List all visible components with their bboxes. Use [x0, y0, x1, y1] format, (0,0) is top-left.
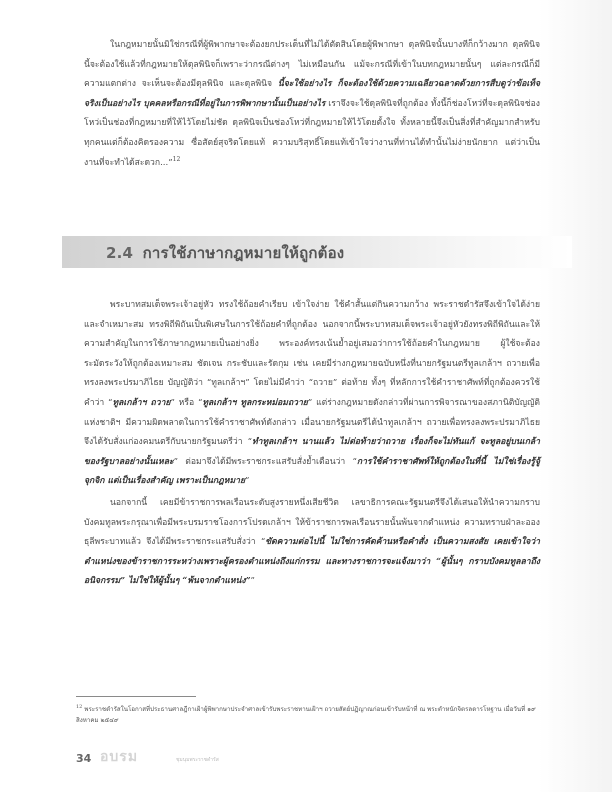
paragraph-2-text-b: ” หรือ “	[170, 397, 203, 408]
paragraph-2-text-a: พระบาทสมเด็จพระเจ้าอยู่หัว ทรงใช้ถ้อยคำเรียบ เข้าใจง่าย ใช้คำสั้นแต่กินความกว้าง พระราชดำรัสจึงเข้าใจได้ง่ายและจำเหมาะสม ทรงพิถีพิถันเป็นพิเศษในการใช้ถ้อยคำที่ถูกต้อง นอกจากนี้พระบาทสมเด็จพระเจ้าอยู่หัวยังทรงพิถีพิถันและให้ความสำคัญในการใช้ภาษากฎหมายเป็นอย่างยิ่ง พระองค์ทรงเน้นย้ำอยู่เสมอว่าการใช้ถ้อยคำในกฎหมาย ผู้ใช้จะต้องระมัดระวังให้ถูกต้องเหมาะสม ชัดเจน กระชับและรัดกุม เช่น เคยมีร่างกฎหมายฉบับหนึ่งที่นายกรัฐมนตรีทูลเกล้าฯ ถวายเพื่อทรงลงพระปรมาภิไธย บัญญัติว่า “ทูลเกล้าฯ” โดยไม่มีคำว่า “ถวาย” ต่อท้าย ทั้งๆ ที่หลักการใช้คำราชาศัพท์ที่ถูกต้องควรใช้คำว่า “	[84, 300, 540, 408]
paragraph-1-text-b: เราจึงจะใช้ดุลพินิจที่ถูกต้อง ทั้งนี้ก็ช่องโหว่ที่จะดุลพินิจช่องโหว่เป็นช่องที่กฎหมายที่ให้ไว้โดยไม่ชัด ดุลพินิจเป็นช่องโหว่ที่กฎหมายให้ไว้โดยตั้งใจ ทั้งหลายนี้จึงเป็นสิ่งที่สำคัญมากสำหรับทุกคนแต่ก็ต้องคิดรองความ ซื่อสัตย์สุจริตโดยแท้ ความบริสุทธิ์โดยแท้เข้าใจว่างานที่ท่านได้ทำนั้นไม่ง่ายนักยาก แต่ว่าเป็นงานที่จะทำได้สะดวก...”	[84, 98, 540, 168]
paragraph-1-text-a: ในกฎหมายนั้นมิใช่กรณีที่ผู้พิพากษาจะต้องยกประเด็นที่ไม่ได้ตัดสินโดยผู้พิพากษา ดุลพินิจนั้นบางทีก็กว้างมาก ดุลพินิจนี้จะต้องใช้แล้วที่กฎหมายให้ดุลพินิจก็เพราะว่ากรณีต่างๆ ไม่เหมือนกัน แม้จะกรณีที่เข้าในบทกฎหมายนั้นๆ แต่ละกรณีก็มีความแตกต่าง จะเห็นจะต้องมีดุลพินิจ และดุลพินิจ	[84, 40, 540, 90]
paragraph-2-quote-1: ทูลเกล้าฯ ถวาย	[112, 397, 171, 408]
footnote-reference[interactable]: 12	[172, 155, 181, 163]
paragraph-2-text-e: ”	[245, 476, 250, 487]
paragraph-2	[84, 296, 540, 492]
section-number: 2.4	[106, 244, 134, 262]
page-number: 34	[76, 752, 92, 765]
footer-logo-mark: อบรม	[100, 749, 139, 765]
footnote-text: พระราชดำรัสในโอกาสที่ประธานศาลฎีกาเฝ้าผู้พิพากษาประจำศาลเข้ารับพระราชทานเฝ้าฯ ถวายสัตย์ปฏิญาณก่อนเข้ารับหน้าที่ ณ พระตำหนักจิตรลดารโหฐาน เมื่อวันที่ ๑๙ สิงหาคม ๒๕๔๙	[76, 706, 536, 724]
paragraph-3-text-a: นอกจากนี้ เคยมีข้าราชการพลเรือนระดับสูงรายหนึ่งเสียชีวิต เลขาธิการคณะรัฐมนตรีจึงได้เสนอให้นำความกราบบังคมทูลพระกรุณาเพื่อมีพระบรมราชโองการโปรดเกล้าฯ ให้ข้าราชการพลเรือนรายนั้นพ้นจากตำแหน่ง ความทราบฝ่าละอองธุลีพระบาทแล้ว จึงได้มีพระราชกระแสรับสั่งว่า “	[84, 498, 540, 548]
section-title	[106, 241, 344, 265]
paragraph-2-quote-4: การใช้คำราชาศัพท์ให้ถูกต้องในที่นี้ ไม่ใช่เรื่องรู้จู้จุกจิก แต่เป็นเรื่องสำคัญ เพราะเป็นกฎหมาย	[84, 456, 540, 487]
paragraph-2-text-d: ” ต่อมาจึงได้มีพระราชกระแสรับสั่งย้ำเตือนว่า “	[173, 456, 357, 467]
footnote	[76, 704, 546, 726]
paragraph-3-text-b: ”	[250, 576, 255, 587]
paragraph-3	[84, 494, 540, 592]
paragraph-2-quote-3: ทำทูลเกล้าฯ นานแล้ว ไม่ต่อท้ายว่าถวาย เรื่องก็จะไม่ทันแก้ จะทูลอยู่บนเกล้าของรัฐบาลอย่างนั้นเหละ	[84, 437, 540, 467]
paragraph-2-text-c: ” แต่ร่างกฎหมายดังกล่าวที่ผ่านการพิจารณาของสภานิติบัญญัติแห่งชาติฯ มีความผิดพลาดในการใช้คำราชาศัพท์ดังกล่าว เมื่อนายกรัฐมนตรีได้นำทูลเกล้าฯ ถวายเพื่อทรงลงพระปรมาภิไธย จึงได้รับสั่งแก่องคมนตรีกับนายกรัฐมนตรีว่า “	[84, 397, 540, 448]
section-title-text: การใช้ภาษากฎหมายให้ถูกต้อง	[142, 244, 345, 262]
paragraph-1-emphasis: นี้จะใช้อย่างไร ก็จะต้องใช้ด้วยความเฉลียวฉลาดด้วยการสืบดูว่าข้อเท็จจริงเป็นอย่างไร บุคคลหรือกรณีที่อยู่ในการพิพากษานั้นเป็นอย่างไร	[84, 79, 540, 109]
paragraph-1	[84, 36, 540, 173]
footnote-number: 12	[76, 703, 83, 710]
footer-subtitle: ชุมนุมพระราชดำรัส	[176, 757, 219, 763]
paragraph-3-quote-1: ขัดความต่อไปนี้ ไม่ใช่การคัดค้านหรือคำสั่ง เป็นความสงสัย เคยเข้าใจว่าตำแหน่งของข้าราชการระหว่างเพราะผู้ครองตำแหน่งถึงแก่กรรม และทางราชการจะแจ้งมาว่า “ผู้นั้นๆ กราบบังคมทูลลาถึงอนิจกรรม” ไม่ใช่ให้ผู้นั้นๆ “พ้นจากตำแหน่ง”	[84, 537, 540, 587]
footnote-divider	[76, 696, 196, 697]
paragraph-2-quote-2: ทูลเกล้าฯ ทูลกระหม่อมถวาย	[202, 397, 308, 408]
